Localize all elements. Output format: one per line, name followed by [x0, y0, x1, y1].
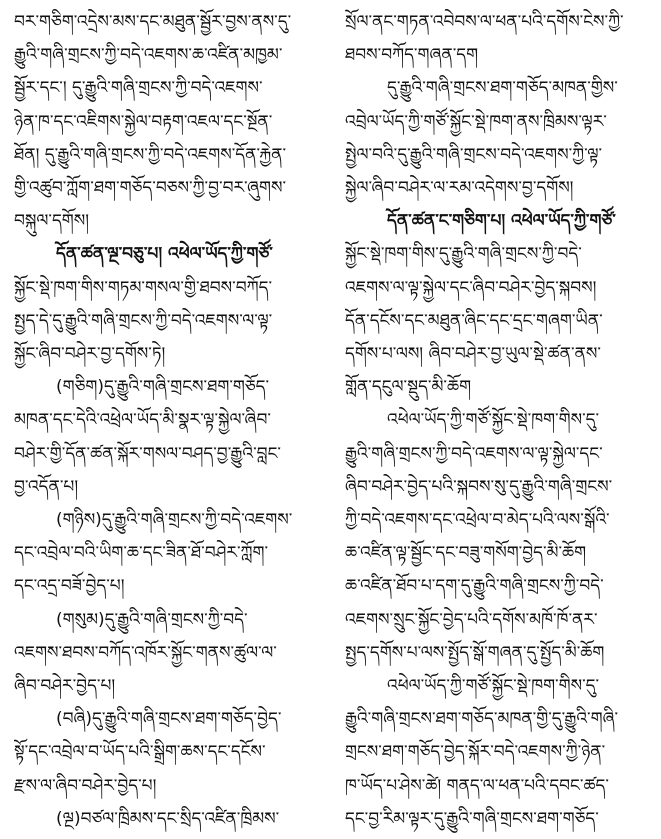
- text-line: རྒྱུའི་གཞི་གྲངས་ཀྱི་བདེ་འཇགས་ཆ་འཛིན་མཁྱམ་: [14, 45, 283, 66]
- text-line: སྤྱེལ་བའི་དུ་རྒྱུའི་གཞི་གྲངས་བདེ་འཇགས་ཀྱི་ལྟ་: [345, 144, 603, 165]
- text-line: ཐབས་བཀོད་གཞན་དག: [345, 45, 479, 66]
- text-line: སྐྱོང་སྡེ་ཁག་གིས་དུ་རྒྱུའི་གཞི་གྲངས་ཀྱི་བདེ་: [345, 244, 582, 265]
- text-line: འཇགས་ལ་ལྟ་སྐྱེལ་དང་ཞིབ་བཤེར་བྱེད་སྐབས།: [345, 277, 597, 298]
- text-line: ཞིབ་བཤེར་བྱེད་པའི་སྐབས་སུ་དུ་རྒྱུའི་གཞི་གྲངས་: [345, 476, 613, 497]
- text-line: དུ་རྒྱུའི་གཞི་གྲངས་ཐག་གཅོད་མཁན་གྱིས་: [387, 78, 618, 99]
- text-line: སྐྱོང་ཞིབ་བཤེར་བྱ་དགོས་ཏེ།: [14, 344, 166, 364]
- text-line: འཇགས་ཐབས་བཀོད་འཁོར་སྐྱོང་གནས་ཚུལ་ལ་: [14, 642, 277, 663]
- text-line: བཤེར་གྱི་དོན་ཚན་སྐོར་གསལ་བཤད་བྱ་རྒྱུའི་བླང་: [14, 443, 281, 464]
- text-line: བྱ་འདོན་པ།: [14, 476, 79, 497]
- text-line: མཁན་དང་དེའི་འཕྲེལ་ཡོད་མི་སྣར་ལྟ་སྐྱེལ་ཞིབ་: [14, 410, 271, 431]
- text-line: དགོས་པ་ལས། ཞིབ་བཤེར་བྱ་ཡུལ་སྡེ་ཚན་ནས་: [345, 344, 601, 364]
- text-line: ཀྱི་བདེ་འཇགས་དང་འཕྲེལ་བ་མེད་པའི་ལས་སྒོའི་: [345, 510, 610, 530]
- text-line: འཕེལ་ཡོད་ཀྱི་གཙོ་སྐྱོང་སྡེ་ཁག་གིས་དུ་: [387, 676, 600, 696]
- text-line: སྤྱད་དེ་དུ་རྒྱུའི་གཞི་གྲངས་ཀྱི་བདེ་འཇགས་ལ་ལྟ་: [14, 310, 273, 331]
- text-line: དང་འདྲ་བཟོ་བྱེད་པ།: [14, 576, 125, 597]
- text-line: གྱི་འཚུབ་ཀློག་ཐག་གཅོད་བཅས་ཀྱི་བྱ་བར་ཞུགས་: [14, 178, 287, 198]
- text-line: དོན་དངོས་དང་མཐུན་ཞིང་དང་དྲང་གཞག་ཡིན་: [345, 310, 603, 331]
- text-line: འཇགས་སྲུང་སྐྱོང་བྱེད་པའི་དགོས་མཁོ་ཁོ་ནར་: [345, 609, 598, 630]
- text-line: རྒྱུའི་གཞི་གྲངས་ཐག་གཅོད་མཁན་གྱི་དུ་རྒྱུའི་གཞི་: [345, 709, 619, 730]
- text-line: སྐྱེལ་ཞིབ་བཤེར་ལ་རམ་འདེགས་བྱ་དགོས།: [345, 178, 574, 198]
- text-line: སྤྱད་དགོས་པ་ལས་སྤྱོད་སྒོ་གཞན་དུ་སྤྱོད་མི་ཆོག: [345, 642, 605, 663]
- text-line: (གཉིས)དུ་རྒྱུའི་གཞི་གྲངས་ཀྱི་བདེ་འཇགས་: [56, 510, 293, 530]
- text-line: ཆ་འཛིན་ལྟ་སྦྱོང་དང་བཟུ་གསོག་བྱེད་མི་ཆོག: [345, 543, 587, 564]
- text-line: རྒྱུའི་གཞི་གྲངས་ཀྱི་བདེ་འཇགས་ལ་ལྟ་སྐྱེལ་དང་: [345, 443, 603, 464]
- text-line: ཞིབ་བཤེར་བྱེད་པ།: [14, 676, 116, 696]
- text-line: རྫས་ལ་ཞིབ་བཤེར་བྱེད་པ།: [14, 775, 157, 796]
- text-line: དང་བྱ་རིམ་ལྟར་དུ་རྒྱུའི་གཞི་གྲངས་ཐག་གཅོད་: [345, 808, 599, 829]
- text-line: ཐོན། དུ་རྒྱུའི་གཞི་གྲངས་ཀྱི་བདེ་འཇགས་དོན་རྐྱེན་: [14, 144, 287, 165]
- text-line: ཁ་ཡོད་པ་ཤེས་ཚེ། གནད་ལ་ཕན་པའི་དབང་ཚད་: [345, 775, 609, 796]
- text-line: སྦྱོར་དང་། དུ་རྒྱུའི་གཞི་གྲངས་ཀྱི་བདེ་འཇགས་: [14, 78, 263, 99]
- text-line: (གཅིག)དུ་རྒྱུའི་གཞི་གྲངས་ཐག་གཅོད་: [56, 377, 270, 398]
- text-line: (གསུམ)དུ་རྒྱུའི་གཞི་གྲངས་ཀྱི་བདེ་: [56, 609, 248, 630]
- text-line: བར་གཅིག་འདྲེས་མས་དང་མཐུན་སྦྱོར་བྱས་ནས་དུ་: [14, 12, 292, 32]
- text-line: ཉེན་ཁ་དང་འཇིགས་སྐྱེལ་བརྟག་འཇལ་དང་སྔོན་: [14, 111, 273, 132]
- text-line: དོན་ཚན་ལྔ་བཅུ་པ། འཕེལ་ཡོད་ཀྱི་གཙོ་: [56, 244, 273, 265]
- text-line: དོན་ཚན་ང་གཅིག་པ། འཕེལ་ཡོད་ཀྱི་གཙོ་: [387, 211, 616, 232]
- text-line: འབྲེལ་ཡོད་ཀྱི་གཙོ་སྐྱོང་སྡེ་ཁག་ནས་ཁྲིམས་ལྟར་: [345, 111, 607, 132]
- text-line: དང་འབྲེལ་བའི་ཡིག་ཆ་དང་ཟིན་ཐོ་བཤེར་ཀློག་: [14, 543, 269, 564]
- text-line: གྲངས་ཐག་གཅོད་བྱེད་སྐོར་བདེ་འཇགས་ཀྱི་ཉེན་: [345, 742, 606, 763]
- text-line: སྟོ་དང་འབྲེལ་བ་ཡོད་པའི་སྒྲིག་ཆས་དང་དངོས་: [14, 742, 266, 763]
- text-line: ཆ་འཛིན་ཐོབ་པ་དག་དུ་རྒྱུའི་གཞི་གྲངས་ཀྱི་བདེ་: [345, 576, 604, 597]
- text-line: སྲོལ་ནང་གཏན་འབེབས་ལ་ཕན་པའི་དགོས་ངེས་ཀྱི་: [345, 12, 624, 32]
- text-line: བསྐུལ་དགོས།: [14, 211, 90, 232]
- text-line: སྐྱོང་སྡེ་ཁག་གིས་གཏམ་གསལ་གྱི་ཐབས་བཀོད་: [14, 277, 273, 298]
- text-line: གློན་དངུལ་སྡུད་མི་ཆོག: [345, 377, 472, 398]
- text-line: འཕེལ་ཡོད་ཀྱི་གཙོ་སྐྱོང་སྡེ་ཁག་གིས་དུ་: [387, 410, 600, 431]
- text-line: (བཞི)དུ་རྒྱུའི་གཞི་གྲངས་ཐག་གཅོད་བྱེད་: [56, 709, 282, 730]
- text-line: (ལྔ)བཙལ་ཁྲིམས་དང་སྲིད་འཛིན་ཁྲིམས་: [56, 808, 280, 829]
